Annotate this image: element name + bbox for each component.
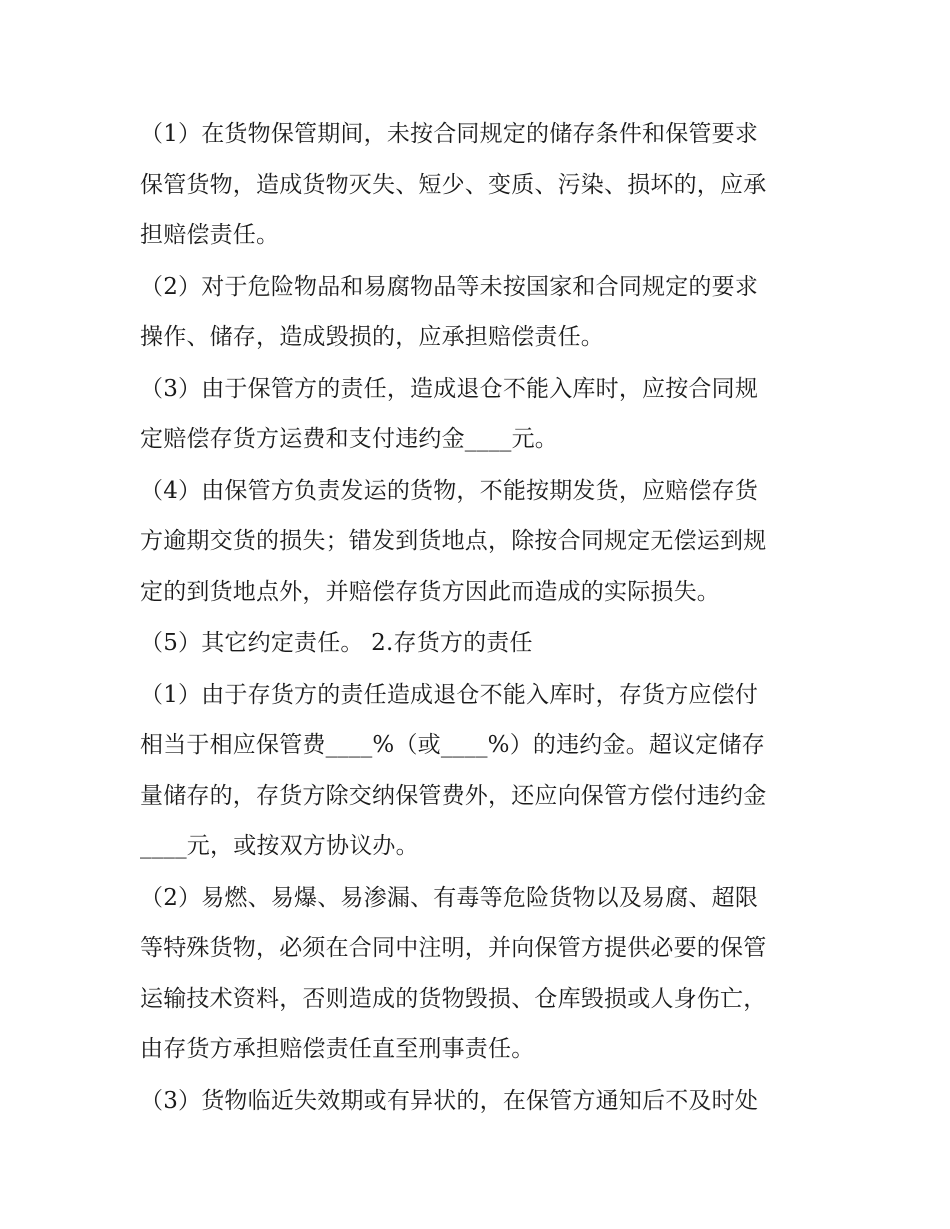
text-line: 量储存的，存货方除交纳保管费外，还应向保管方偿付违约金	[140, 782, 767, 809]
paragraph-7	[140, 873, 820, 1075]
document-body	[140, 109, 820, 1127]
text-line: 保管货物，造成货物灭失、短少、变质、污染、损坏的，应承	[140, 171, 767, 198]
text-line: 定的到货地点外，并赔偿存货方因此而造成的实际损失。	[140, 578, 720, 605]
text-line: 担赔偿责任。	[140, 222, 280, 248]
text-line: （1）由于存货方的责任造成退仓不能入库时，存货方应偿付	[140, 681, 759, 708]
text-line: （1）在货物保管期间，未按合同规定的储存条件和保管要求	[140, 121, 759, 147]
text-line: 由存货方承担赔偿责任直至刑事责任。	[140, 1036, 535, 1062]
paragraph-6	[140, 670, 820, 872]
text-line: 运输技术资料，否则造成的货物毁损、仓库毁损或人身伤亡，	[140, 985, 767, 1012]
text-line: 定赔偿存货方运费和支付违约金____元。	[140, 426, 558, 452]
text-line: （2）对于危险物品和易腐物品等未按国家和合同规定的要求	[140, 273, 759, 300]
paragraph-5	[140, 618, 820, 669]
text-line: ____元，或按双方协议办。	[140, 833, 419, 859]
text-line: （3）货物临近失效期或有异状的，在保管方通知后不及时处	[140, 1087, 759, 1114]
paragraph-2	[140, 262, 820, 363]
text-line: 操作、储存，造成毁损的，应承担赔偿责任。	[140, 324, 604, 350]
text-line: 等特殊货物，必须在合同中注明，并向保管方提供必要的保管	[140, 935, 767, 961]
text-line: 相当于相应保管费____%（或____%）的违约金。超议定储存	[140, 732, 765, 758]
paragraph-4	[140, 466, 820, 618]
text-line: 方逾期交货的损失；错发到货地点，除按合同规定无偿运到规	[140, 528, 767, 554]
paragraph-8	[140, 1076, 820, 1127]
text-line: （3）由于保管方的责任，造成退仓不能入库时，应按合同规	[140, 375, 759, 402]
paragraph-1	[140, 109, 820, 261]
text-line: （4）由保管方负责发运的货物，不能按期发货，应赔偿存货	[140, 477, 759, 504]
text-line: （2）易燃、易爆、易渗漏、有毒等危险货物以及易腐、超限	[140, 884, 759, 911]
paragraph-3	[140, 364, 820, 465]
text-line: （5）其它约定责任。 2.存货方的责任	[140, 630, 533, 656]
